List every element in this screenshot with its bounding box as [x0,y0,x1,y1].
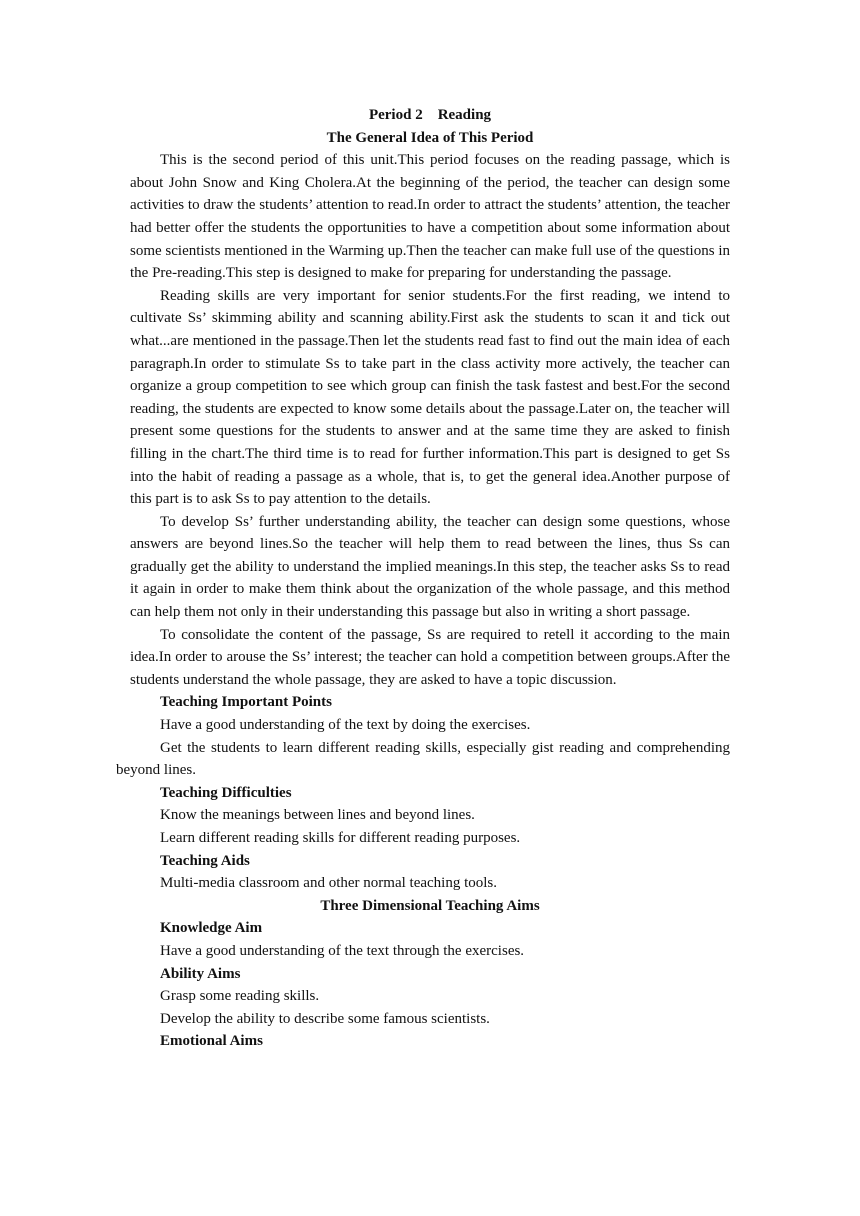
document-body [116,104,730,1053]
section-title-aims: Three Dimensional Teaching Aims [320,897,540,914]
heading-ability-aims: Ability Aims [160,965,241,982]
body-paragraph: To develop Ss’ further understanding ability, the teacher can design some questions, whose answers are beyond lines.So the teacher will help them to read between the lines, thus Ss can gradually get the ability to understand the implied meanings.In this step, the teacher asks Ss to read it again in order to make them think about the organization of the whole passage, and this method can help them not only in their understanding this passage but also in writing a short passage. [130,513,730,621]
section-title: The General Idea of This Period [326,129,534,146]
body-paragraph: This is the second period of this unit.This period focuses on the reading passage, which is about John Snow and King Cholera.At the beginning of the period, the teacher can design some activities to draw the students’ attention to read.In order to attract the students’ attention, the teacher had better offer the students the opportunities to have a competition about some information about some scientists mentioned in the Warming up.Then the teacher can make full use of the questions in the Pre-reading.This step is designed to make for preparing for understanding the passage. [130,152,730,282]
list-item: Know the meanings between lines and beyond lines. [160,807,475,824]
list-item: Multi-media classroom and other normal teaching tools. [160,875,498,892]
list-item: Develop the ability to describe some famous scientists. [160,1010,490,1027]
list-item: Have a good understanding of the text by doing the exercises. [160,717,531,734]
heading-knowledge-aim: Knowledge Aim [160,920,263,937]
heading-difficulties: Teaching Difficulties [160,784,292,801]
heading-emotional-aims: Emotional Aims [160,1033,263,1050]
list-item: Get the students to learn different reading skills, especially gist reading and comprehending beyond lines. [116,739,730,779]
heading-important-points: Teaching Important Points [160,694,332,711]
body-paragraph: To consolidate the content of the passage, Ss are required to retell it according to the main idea.In order to arouse the Ss’ interest; the teacher can hold a competition between groups.After the students understand the whole passage, they are asked to have a topic discussion. [130,626,730,688]
body-paragraph: Reading skills are very important for senior students.For the first reading, we intend to cultivate Ss’ skimming ability and scanning ability.First ask the students to scan it and tick out what...are mentioned in the passage.Then let the students read fast to find out the main idea of each paragraph.In order to stimulate Ss to take part in the class activity more actively, the teacher can organize a group competition to see which group can finish the task fastest and best.For the second reading, the students are expected to know some details about the passage.Later on, the teacher will present some questions for the students to answer and at the same time they are asked to finish filling in the chart.The third time is to read for further information.This part is designed to get Ss into the habit of reading a passage as a whole, that is, to get the general idea.Another purpose of this part is to ask Ss to pay attention to the details. [130,287,730,508]
page-title: Period 2 Reading [368,107,492,123]
list-item: Have a good understanding of the text through the exercises. [160,942,525,959]
heading-teaching-aids: Teaching Aids [160,852,250,869]
list-item: Grasp some reading skills. [160,988,320,1005]
list-item: Learn different reading skills for different reading purposes. [160,830,521,846]
